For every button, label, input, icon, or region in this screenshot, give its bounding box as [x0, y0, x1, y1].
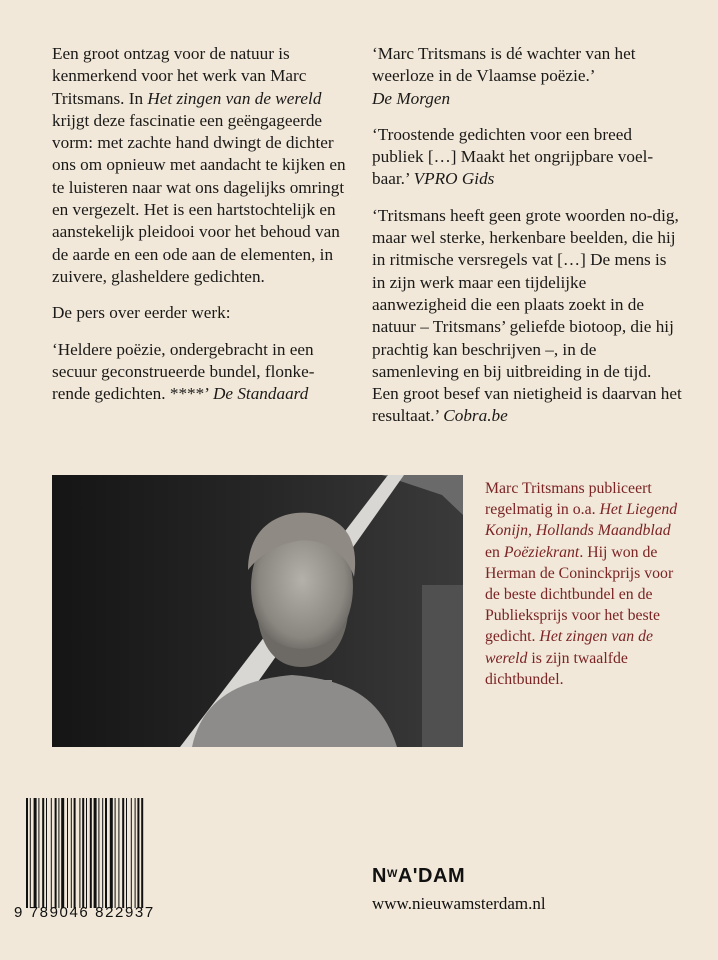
barcode-bar: [38, 798, 39, 908]
press-heading: De pers over eerder werk:: [52, 303, 231, 323]
barcode-bar: [71, 798, 72, 908]
author-bio: [485, 478, 685, 690]
quote-source: VPRO Gids: [413, 169, 495, 189]
barcode-bar: [58, 798, 59, 908]
isbn-number: 9 789046 822937: [14, 904, 155, 921]
barcode-bar: [105, 798, 107, 908]
quote-source: De Standaard: [213, 384, 309, 404]
bio-text: is zijn twaalfde dichtbundel.: [485, 649, 628, 688]
bio-text: . Hij won de Herman de Coninckprijs voor de beste dichtbundel en de Publieksprijs voor het beste gedicht.: [485, 543, 674, 646]
barcode-bar: [118, 798, 119, 908]
author-photo-image: [52, 475, 463, 747]
barcode-bar: [115, 798, 116, 908]
barcode-bar: [46, 798, 47, 908]
barcode-bar: [51, 798, 52, 908]
logo-part: A: [397, 865, 413, 887]
barcode-bar: [74, 798, 76, 908]
barcode-bar: [135, 798, 136, 908]
barcode-bar: [126, 798, 127, 908]
barcode-bar: [86, 798, 87, 908]
quote-text: ‘Troostende gedichten voor een breed publiek […] Maakt het ongrijpbare voel-baar.’: [372, 124, 654, 189]
press-quote: [372, 43, 682, 110]
quote-text: ‘Heldere poëzie, ondergebracht in een secuur geconstrueerde bundel, flonke-rende gedichten. ****’: [52, 339, 315, 404]
press-quote: [372, 124, 682, 191]
barcode-bar: [42, 798, 44, 908]
logo-part: 'DAM: [412, 865, 466, 887]
barcode-bar: [79, 798, 80, 908]
barcode-bar: [82, 798, 84, 908]
barcode-bar: [131, 798, 132, 908]
barcode-bar: [67, 798, 68, 908]
barcode-bar: [137, 798, 139, 908]
right-column: [372, 43, 682, 442]
barcode-bar: [55, 798, 57, 908]
barcode-bar: [26, 798, 28, 908]
barcode-bar: [90, 798, 92, 908]
description-text-cont: krijgt deze fascinatie een geëngageerde vorm: met zachte hand dwingt de dichter ons om opnieuw met aandacht te kijken en te luisteren naar wat ons dagelijks omringt en vergezelt. Het is een hartstochtelijk en aanstekelijk pleidooi voor het behoud van de aarde en een ode aan de elementen, in zuivere, glasheldere gedichten.: [52, 110, 346, 286]
description-text: Een groot ontzag voor de natuur is kenmerkend voor het werk van Marc Tritsmans. In: [52, 44, 307, 108]
barcode-bar: [122, 798, 124, 908]
description-paragraph: [52, 43, 352, 288]
left-column: [52, 43, 352, 419]
barcode-bar: [94, 798, 97, 908]
logo-part: N: [372, 865, 387, 887]
barcode-bar: [34, 798, 37, 908]
barcode-bar: [110, 798, 113, 908]
barcode-bar: [30, 798, 31, 908]
bio-title: Het Liegend Konijn, Hollands Maandblad: [485, 501, 678, 540]
press-quote: [52, 339, 352, 406]
bio-text: en: [485, 543, 504, 561]
quote-text: ‘Marc Tritsmans is dé wachter van het weerloze in de Vlaamse poëzie.’: [372, 44, 636, 86]
barcode-bar: [98, 798, 99, 908]
publisher-url[interactable]: www.nieuwamsterdam.nl: [372, 894, 546, 913]
publisher-logo: [372, 865, 465, 888]
quote-source: Cobra.be: [443, 406, 508, 426]
barcode-bar: [61, 798, 64, 908]
book-title: Het zingen van de wereld: [147, 88, 322, 108]
barcode-bar: [141, 798, 143, 908]
bio-text: Marc Tritsmans publiceert regelmatig in o.a.: [485, 480, 652, 519]
barcode-bar: [102, 798, 103, 908]
quote-text: ‘Tritsmans heeft geen grote woorden no-dig, maar wel sterke, herkenbare beelden, die hij in ritmische versregels vat […] De mens is in zijn werk maar een tijdelijke aanwezigheid die een plaats zoekt in de natuur – Tritsmans’ geliefde biotoop, die hij prachtig kan beschrijven –, in de samenleving en bij uitbreiding in de tijd. Een groot besef van nietigheid is daarvan het resultaat.’: [372, 205, 682, 426]
bio-title: Het zingen van de wereld: [485, 628, 654, 667]
barcode: [24, 798, 194, 908]
author-photo: [52, 475, 463, 747]
quote-source: De Morgen: [372, 88, 451, 108]
logo-part: W: [386, 868, 398, 880]
press-quote: [372, 205, 682, 428]
bio-title: Poëziekrant: [503, 543, 580, 561]
